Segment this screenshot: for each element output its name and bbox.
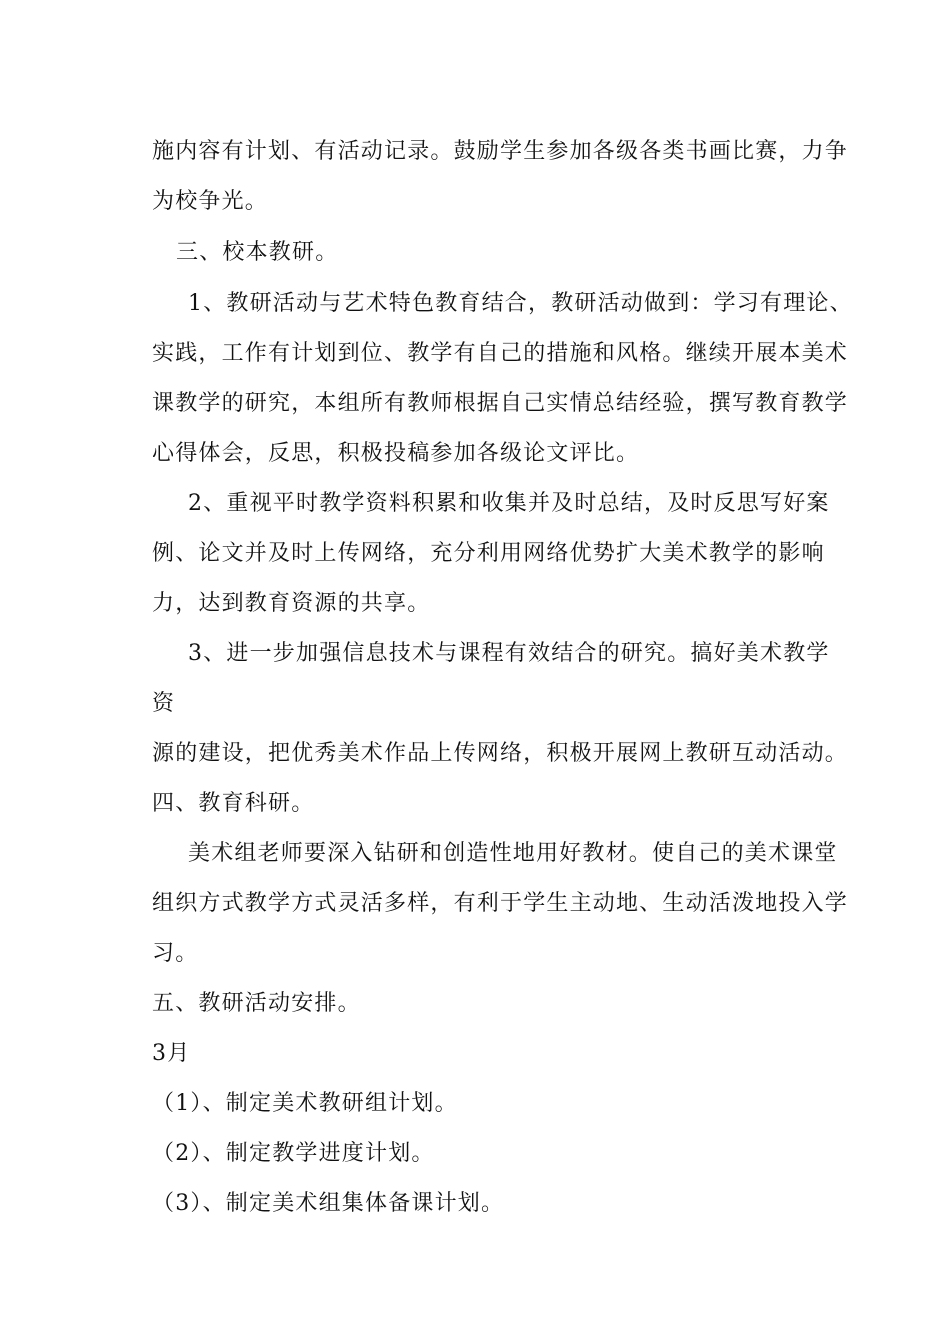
section-heading: 三、校本教研。 [176,240,339,265]
paragraph-line: 习。 [152,941,199,966]
paragraph-line: 课教学的研究，本组所有教师根据自己实情总结经验，撰写教育教学 [152,391,849,416]
paragraph-line: 3、进一步加强信息技术与课程有效结合的研究。搞好美术教学 [188,641,830,666]
paragraph-line: 心得体会，反思，积极投稿参加各级论文评比。 [152,441,640,466]
paragraph-line: 力，达到教育资源的共享。 [152,591,431,616]
paragraph-line: 源的建设，把优秀美术作品上传网络，积极开展网上教研互动活动。 [152,741,849,766]
paragraph-line: 1、教研活动与艺术特色教育结合，教研活动做到：学习有理论、 [188,291,853,316]
paragraph-line: 实践，工作有计划到位、教学有自己的措施和风格。继续开展本美术 [152,341,849,366]
section-heading: 四、教育科研。 [152,791,315,816]
paragraph-line: 资 [152,691,176,716]
section-heading: 五、教研活动安排。 [152,991,361,1016]
list-item: （1）、制定美术教研组计划。 [152,1091,458,1116]
paragraph-line: 2、重视平时教学资料积累和收集并及时总结，及时反思写好案 [188,491,830,516]
list-item: （2）、制定教学进度计划。 [152,1141,435,1166]
month-label: 3月 [152,1041,191,1066]
list-item: （3）、制定美术组集体备课计划。 [152,1191,505,1216]
paragraph-line: 例、论文并及时上传网络，充分利用网络优势扩大美术教学的影响 [152,541,825,566]
paragraph-line: 组织方式教学方式灵活多样，有利于学生主动地、生动活泼地投入学 [152,891,849,916]
paragraph-line: 美术组老师要深入钻研和创造性地用好教材。使自己的美术课堂 [188,841,838,866]
paragraph-line: 为校争光。 [152,189,269,214]
paragraph-line: 施内容有计划、有活动记录。鼓励学生参加各级各类书画比赛，力争 [152,139,849,164]
